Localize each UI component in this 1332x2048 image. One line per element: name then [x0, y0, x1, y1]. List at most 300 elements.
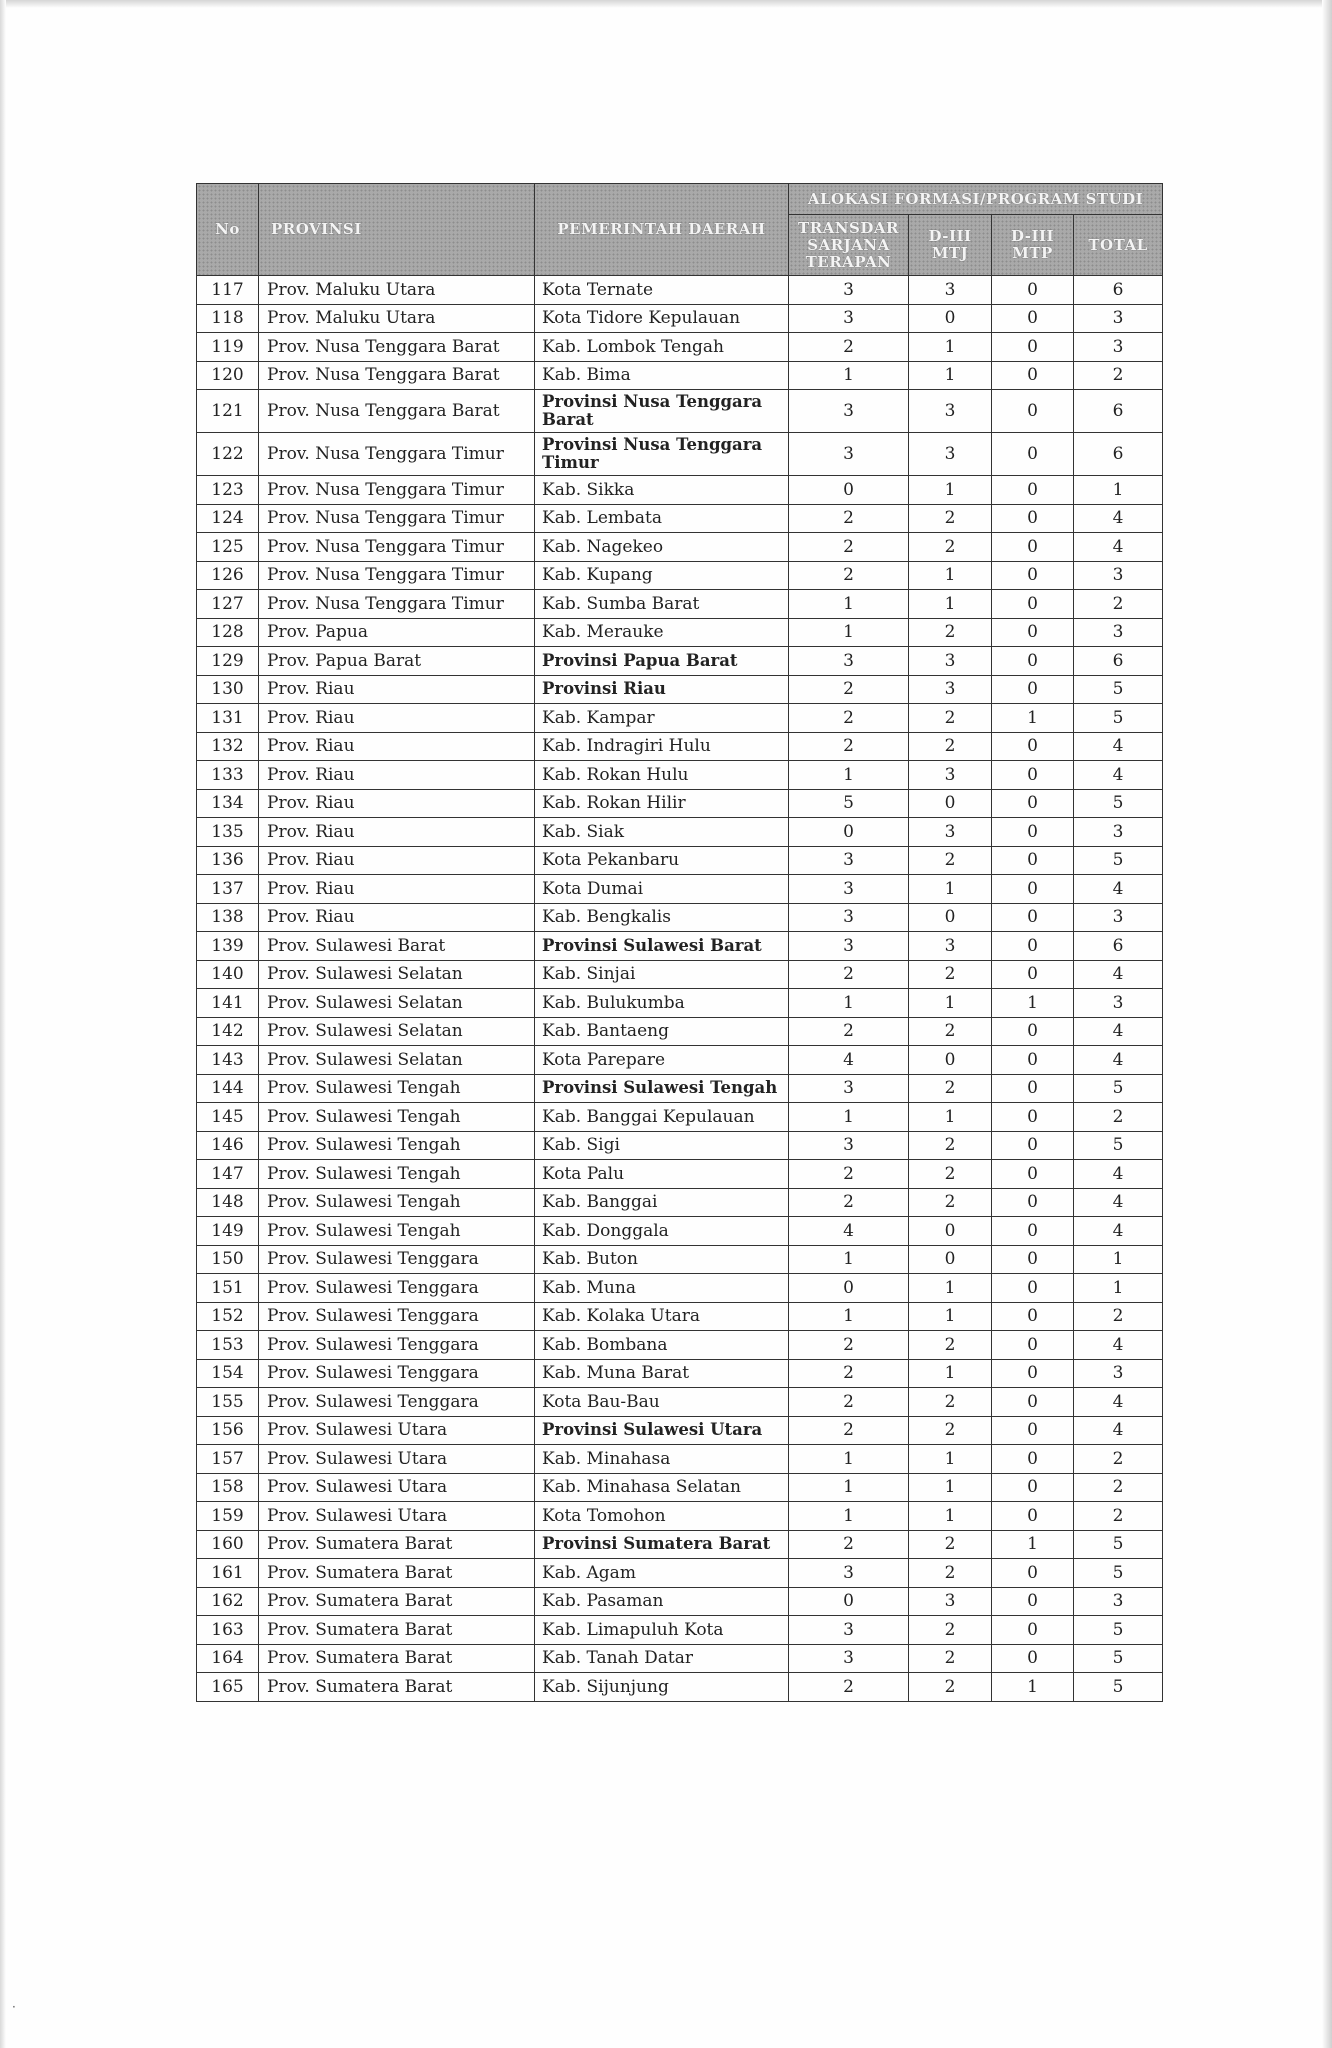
cell-d3-mtj: 1 — [909, 1274, 992, 1303]
cell-d3-mtj: 1 — [909, 561, 992, 590]
header-mtp-line1: D-III — [1010, 227, 1055, 245]
cell-transdar-sarjana-terapan: 2 — [789, 1188, 909, 1217]
cell-transdar-sarjana-terapan: 2 — [789, 1530, 909, 1559]
cell-pemerintah-daerah: Kota Ternate — [535, 276, 789, 305]
cell-no: 137 — [197, 875, 259, 904]
cell-provinsi: Prov. Sulawesi Utara — [259, 1502, 535, 1531]
cell-total: 2 — [1074, 1502, 1163, 1531]
page-edge-top — [0, 0, 1332, 8]
cell-no: 156 — [197, 1416, 259, 1445]
cell-d3-mtp: 0 — [992, 1131, 1074, 1160]
cell-pemerintah-daerah: Kab. Bombana — [535, 1331, 789, 1360]
cell-provinsi: Prov. Sulawesi Tengah — [259, 1103, 535, 1132]
cell-d3-mtj: 2 — [909, 732, 992, 761]
cell-no: 134 — [197, 789, 259, 818]
cell-d3-mtp: 0 — [992, 1616, 1074, 1645]
cell-transdar-sarjana-terapan: 3 — [789, 1616, 909, 1645]
cell-no: 162 — [197, 1587, 259, 1616]
cell-d3-mtj: 3 — [909, 390, 992, 433]
cell-pemerintah-daerah: Kab. Kolaka Utara — [535, 1302, 789, 1331]
cell-total: 2 — [1074, 361, 1163, 390]
cell-pemerintah-daerah: Kab. Buton — [535, 1245, 789, 1274]
cell-no: 152 — [197, 1302, 259, 1331]
cell-no: 118 — [197, 304, 259, 333]
header-total: TOTAL — [1074, 215, 1163, 276]
cell-transdar-sarjana-terapan: 2 — [789, 1160, 909, 1189]
cell-d3-mtp: 1 — [992, 1530, 1074, 1559]
cell-total: 1 — [1074, 1245, 1163, 1274]
cell-provinsi: Prov. Nusa Tenggara Barat — [259, 361, 535, 390]
cell-d3-mtj: 1 — [909, 1103, 992, 1132]
cell-d3-mtj: 2 — [909, 960, 992, 989]
cell-provinsi: Prov. Nusa Tenggara Timur — [259, 561, 535, 590]
table-row — [197, 433, 1163, 476]
cell-d3-mtj: 2 — [909, 1559, 992, 1588]
table-row — [197, 361, 1163, 390]
cell-total: 3 — [1074, 1587, 1163, 1616]
cell-pemerintah-daerah: Kab. Merauke — [535, 618, 789, 647]
table-row — [197, 1616, 1163, 1645]
cell-d3-mtp: 0 — [992, 333, 1074, 362]
cell-transdar-sarjana-terapan: 2 — [789, 1331, 909, 1360]
cell-d3-mtp: 0 — [992, 1502, 1074, 1531]
cell-provinsi: Prov. Sulawesi Tengah — [259, 1160, 535, 1189]
cell-total: 4 — [1074, 732, 1163, 761]
cell-total: 2 — [1074, 1445, 1163, 1474]
cell-transdar-sarjana-terapan: 1 — [789, 1445, 909, 1474]
cell-pemerintah-daerah: Kab. Limapuluh Kota — [535, 1616, 789, 1645]
cell-d3-mtj: 1 — [909, 1502, 992, 1531]
cell-transdar-sarjana-terapan: 3 — [789, 1074, 909, 1103]
cell-total: 4 — [1074, 1388, 1163, 1417]
table-row — [197, 590, 1163, 619]
cell-no: 120 — [197, 361, 259, 390]
cell-d3-mtp: 0 — [992, 761, 1074, 790]
table-row — [197, 1188, 1163, 1217]
cell-total: 3 — [1074, 561, 1163, 590]
table-row — [197, 1103, 1163, 1132]
cell-d3-mtj: 2 — [909, 1331, 992, 1360]
cell-no: 127 — [197, 590, 259, 619]
cell-provinsi: Prov. Sulawesi Tenggara — [259, 1388, 535, 1417]
table-row — [197, 903, 1163, 932]
table-row — [197, 304, 1163, 333]
cell-transdar-sarjana-terapan: 0 — [789, 1274, 909, 1303]
cell-pemerintah-daerah: Provinsi Sulawesi Barat — [535, 932, 789, 961]
cell-transdar-sarjana-terapan: 1 — [789, 1502, 909, 1531]
cell-no: 146 — [197, 1131, 259, 1160]
cell-d3-mtp: 0 — [992, 875, 1074, 904]
cell-no: 145 — [197, 1103, 259, 1132]
cell-no: 149 — [197, 1217, 259, 1246]
cell-d3-mtp: 0 — [992, 618, 1074, 647]
cell-provinsi: Prov. Sulawesi Tengah — [259, 1074, 535, 1103]
cell-no: 117 — [197, 276, 259, 305]
cell-pemerintah-daerah: Kab. Tanah Datar — [535, 1644, 789, 1673]
cell-d3-mtp: 0 — [992, 390, 1074, 433]
cell-total: 5 — [1074, 675, 1163, 704]
cell-provinsi: Prov. Riau — [259, 818, 535, 847]
cell-pemerintah-daerah: Kota Dumai — [535, 875, 789, 904]
cell-transdar-sarjana-terapan: 4 — [789, 1217, 909, 1246]
cell-no: 133 — [197, 761, 259, 790]
cell-provinsi: Prov. Sumatera Barat — [259, 1587, 535, 1616]
cell-transdar-sarjana-terapan: 2 — [789, 704, 909, 733]
cell-d3-mtp: 0 — [992, 1473, 1074, 1502]
cell-provinsi: Prov. Papua — [259, 618, 535, 647]
cell-transdar-sarjana-terapan: 3 — [789, 1644, 909, 1673]
cell-pemerintah-daerah: Kab. Sumba Barat — [535, 590, 789, 619]
cell-no: 122 — [197, 433, 259, 476]
cell-transdar-sarjana-terapan: 1 — [789, 1302, 909, 1331]
cell-transdar-sarjana-terapan: 2 — [789, 732, 909, 761]
cell-no: 123 — [197, 476, 259, 505]
header-alokasi-group: ALOKASI FORMASI/PROGRAM STUDI — [789, 184, 1163, 215]
cell-d3-mtp: 0 — [992, 1160, 1074, 1189]
cell-no: 121 — [197, 390, 259, 433]
cell-d3-mtj: 1 — [909, 1302, 992, 1331]
table-row — [197, 789, 1163, 818]
cell-d3-mtp: 0 — [992, 1274, 1074, 1303]
table-row — [197, 1331, 1163, 1360]
cell-pemerintah-daerah: Kota Tomohon — [535, 1502, 789, 1531]
cell-pemerintah-daerah: Kota Bau-Bau — [535, 1388, 789, 1417]
cell-provinsi: Prov. Sumatera Barat — [259, 1616, 535, 1645]
cell-total: 4 — [1074, 875, 1163, 904]
cell-transdar-sarjana-terapan: 0 — [789, 818, 909, 847]
cell-d3-mtj: 1 — [909, 333, 992, 362]
cell-transdar-sarjana-terapan: 3 — [789, 647, 909, 676]
cell-transdar-sarjana-terapan: 2 — [789, 1673, 909, 1702]
cell-d3-mtp: 0 — [992, 1587, 1074, 1616]
cell-d3-mtp: 0 — [992, 1359, 1074, 1388]
cell-transdar-sarjana-terapan: 4 — [789, 1046, 909, 1075]
cell-d3-mtp: 0 — [992, 789, 1074, 818]
cell-pemerintah-daerah: Provinsi Nusa Tenggara Timur — [535, 433, 789, 476]
cell-no: 132 — [197, 732, 259, 761]
cell-no: 126 — [197, 561, 259, 590]
header-ts-line3: TERAPAN — [805, 252, 892, 271]
cell-d3-mtj: 1 — [909, 590, 992, 619]
cell-no: 139 — [197, 932, 259, 961]
cell-transdar-sarjana-terapan: 3 — [789, 875, 909, 904]
cell-provinsi: Prov. Sulawesi Utara — [259, 1445, 535, 1474]
header-d3-mtj — [909, 215, 992, 276]
cell-total: 2 — [1074, 1473, 1163, 1502]
cell-transdar-sarjana-terapan: 2 — [789, 1388, 909, 1417]
cell-pemerintah-daerah: Kab. Pasaman — [535, 1587, 789, 1616]
cell-d3-mtp: 1 — [992, 704, 1074, 733]
cell-pemerintah-daerah: Kab. Sinjai — [535, 960, 789, 989]
cell-pemerintah-daerah: Provinsi Sumatera Barat — [535, 1530, 789, 1559]
header-mtj-line2: MTJ — [931, 244, 969, 262]
cell-d3-mtj: 2 — [909, 1416, 992, 1445]
cell-no: 136 — [197, 846, 259, 875]
cell-d3-mtp: 0 — [992, 1302, 1074, 1331]
page-edge-right — [1322, 0, 1332, 2048]
cell-total: 3 — [1074, 304, 1163, 333]
cell-provinsi: Prov. Papua Barat — [259, 647, 535, 676]
cell-pemerintah-daerah: Kab. Kampar — [535, 704, 789, 733]
cell-d3-mtp: 1 — [992, 1673, 1074, 1702]
table-row — [197, 390, 1163, 433]
cell-no: 129 — [197, 647, 259, 676]
cell-d3-mtj: 1 — [909, 1473, 992, 1502]
cell-pemerintah-daerah: Kab. Donggala — [535, 1217, 789, 1246]
cell-total: 6 — [1074, 390, 1163, 433]
cell-d3-mtj: 2 — [909, 1644, 992, 1673]
cell-total: 3 — [1074, 333, 1163, 362]
cell-d3-mtp: 0 — [992, 960, 1074, 989]
cell-pemerintah-daerah: Kota Pekanbaru — [535, 846, 789, 875]
cell-transdar-sarjana-terapan: 3 — [789, 304, 909, 333]
cell-d3-mtp: 0 — [992, 433, 1074, 476]
cell-transdar-sarjana-terapan: 2 — [789, 533, 909, 562]
cell-pemerintah-daerah: Kab. Nagekeo — [535, 533, 789, 562]
cell-d3-mtj: 0 — [909, 1217, 992, 1246]
cell-no: 161 — [197, 1559, 259, 1588]
cell-transdar-sarjana-terapan: 1 — [789, 1245, 909, 1274]
table-row — [197, 1302, 1163, 1331]
cell-no: 138 — [197, 903, 259, 932]
cell-no: 159 — [197, 1502, 259, 1531]
cell-pemerintah-daerah: Provinsi Sulawesi Tengah — [535, 1074, 789, 1103]
cell-transdar-sarjana-terapan: 3 — [789, 846, 909, 875]
cell-d3-mtj: 3 — [909, 818, 992, 847]
cell-pemerintah-daerah: Kab. Muna — [535, 1274, 789, 1303]
cell-d3-mtp: 0 — [992, 476, 1074, 505]
cell-no: 142 — [197, 1017, 259, 1046]
cell-total: 3 — [1074, 989, 1163, 1018]
cell-d3-mtj: 1 — [909, 1445, 992, 1474]
cell-no: 157 — [197, 1445, 259, 1474]
table-row — [197, 818, 1163, 847]
cell-total: 5 — [1074, 1131, 1163, 1160]
cell-total: 2 — [1074, 1103, 1163, 1132]
cell-transdar-sarjana-terapan: 3 — [789, 1559, 909, 1588]
table-row — [197, 1160, 1163, 1189]
cell-d3-mtj: 2 — [909, 1530, 992, 1559]
cell-transdar-sarjana-terapan: 2 — [789, 504, 909, 533]
cell-total: 3 — [1074, 818, 1163, 847]
cell-provinsi: Prov. Maluku Utara — [259, 276, 535, 305]
cell-d3-mtp: 0 — [992, 903, 1074, 932]
cell-transdar-sarjana-terapan: 3 — [789, 903, 909, 932]
cell-provinsi: Prov. Sulawesi Utara — [259, 1473, 535, 1502]
table-row — [197, 1074, 1163, 1103]
table-row — [197, 675, 1163, 704]
cell-no: 150 — [197, 1245, 259, 1274]
cell-pemerintah-daerah: Kab. Agam — [535, 1559, 789, 1588]
cell-transdar-sarjana-terapan: 1 — [789, 761, 909, 790]
table-row — [197, 732, 1163, 761]
cell-total: 4 — [1074, 1188, 1163, 1217]
cell-d3-mtp: 0 — [992, 1331, 1074, 1360]
table-row — [197, 1046, 1163, 1075]
table-row — [197, 1502, 1163, 1531]
cell-transdar-sarjana-terapan: 2 — [789, 561, 909, 590]
cell-provinsi: Prov. Riau — [259, 875, 535, 904]
table-row — [197, 276, 1163, 305]
cell-d3-mtj: 3 — [909, 647, 992, 676]
cell-transdar-sarjana-terapan: 1 — [789, 989, 909, 1018]
cell-provinsi: Prov. Sumatera Barat — [259, 1530, 535, 1559]
cell-total: 5 — [1074, 789, 1163, 818]
cell-pemerintah-daerah: Kab. Muna Barat — [535, 1359, 789, 1388]
cell-no: 153 — [197, 1331, 259, 1360]
cell-d3-mtp: 0 — [992, 732, 1074, 761]
table-row — [197, 476, 1163, 505]
cell-d3-mtj: 2 — [909, 618, 992, 647]
cell-d3-mtp: 0 — [992, 818, 1074, 847]
cell-pemerintah-daerah: Kab. Indragiri Hulu — [535, 732, 789, 761]
cell-pemerintah-daerah: Kab. Banggai — [535, 1188, 789, 1217]
cell-pemerintah-daerah: Kab. Bengkalis — [535, 903, 789, 932]
cell-pemerintah-daerah: Kab. Sigi — [535, 1131, 789, 1160]
cell-provinsi: Prov. Riau — [259, 846, 535, 875]
cell-d3-mtp: 0 — [992, 1559, 1074, 1588]
cell-total: 5 — [1074, 1530, 1163, 1559]
cell-d3-mtp: 0 — [992, 1644, 1074, 1673]
cell-total: 1 — [1074, 476, 1163, 505]
cell-transdar-sarjana-terapan: 1 — [789, 361, 909, 390]
cell-no: 163 — [197, 1616, 259, 1645]
cell-total: 6 — [1074, 433, 1163, 476]
cell-pemerintah-daerah: Kab. Kupang — [535, 561, 789, 590]
cell-provinsi: Prov. Nusa Tenggara Timur — [259, 433, 535, 476]
cell-total: 3 — [1074, 903, 1163, 932]
cell-total: 5 — [1074, 1559, 1163, 1588]
cell-total: 4 — [1074, 533, 1163, 562]
cell-d3-mtj: 1 — [909, 989, 992, 1018]
cell-provinsi: Prov. Riau — [259, 761, 535, 790]
cell-d3-mtj: 3 — [909, 433, 992, 476]
cell-pemerintah-daerah: Kab. Bantaeng — [535, 1017, 789, 1046]
cell-d3-mtj: 0 — [909, 903, 992, 932]
cell-total: 4 — [1074, 1331, 1163, 1360]
page-edge-left — [0, 0, 6, 2048]
cell-provinsi: Prov. Sulawesi Selatan — [259, 1046, 535, 1075]
cell-transdar-sarjana-terapan: 2 — [789, 333, 909, 362]
cell-d3-mtj: 2 — [909, 1616, 992, 1645]
cell-provinsi: Prov. Nusa Tenggara Barat — [259, 390, 535, 433]
cell-no: 119 — [197, 333, 259, 362]
cell-no: 130 — [197, 675, 259, 704]
cell-provinsi: Prov. Riau — [259, 789, 535, 818]
table-row — [197, 1445, 1163, 1474]
cell-d3-mtj: 0 — [909, 789, 992, 818]
table-row — [197, 1473, 1163, 1502]
cell-d3-mtp: 0 — [992, 533, 1074, 562]
cell-pemerintah-daerah: Kab. Rokan Hilir — [535, 789, 789, 818]
cell-no: 143 — [197, 1046, 259, 1075]
table-body — [197, 276, 1163, 1702]
cell-d3-mtp: 0 — [992, 1103, 1074, 1132]
table-row — [197, 960, 1163, 989]
cell-transdar-sarjana-terapan: 0 — [789, 1587, 909, 1616]
cell-pemerintah-daerah: Provinsi Sulawesi Utara — [535, 1416, 789, 1445]
table-row — [197, 1245, 1163, 1274]
cell-total: 2 — [1074, 590, 1163, 619]
table-row — [197, 1644, 1163, 1673]
table-row — [197, 1017, 1163, 1046]
cell-no: 125 — [197, 533, 259, 562]
cell-pemerintah-daerah: Kab. Minahasa Selatan — [535, 1473, 789, 1502]
cell-total: 6 — [1074, 932, 1163, 961]
cell-pemerintah-daerah: Kota Palu — [535, 1160, 789, 1189]
cell-transdar-sarjana-terapan: 2 — [789, 1017, 909, 1046]
cell-d3-mtp: 0 — [992, 1416, 1074, 1445]
cell-no: 128 — [197, 618, 259, 647]
cell-provinsi: Prov. Sulawesi Tengah — [259, 1188, 535, 1217]
cell-d3-mtj: 2 — [909, 1160, 992, 1189]
cell-d3-mtj: 2 — [909, 1388, 992, 1417]
cell-total: 1 — [1074, 1274, 1163, 1303]
cell-total: 4 — [1074, 1217, 1163, 1246]
cell-d3-mtp: 0 — [992, 304, 1074, 333]
table-row — [197, 875, 1163, 904]
table-row — [197, 846, 1163, 875]
table-row — [197, 1587, 1163, 1616]
cell-no: 141 — [197, 989, 259, 1018]
cell-d3-mtp: 0 — [992, 504, 1074, 533]
cell-transdar-sarjana-terapan: 3 — [789, 1131, 909, 1160]
cell-pemerintah-daerah: Kab. Minahasa — [535, 1445, 789, 1474]
cell-no: 158 — [197, 1473, 259, 1502]
cell-transdar-sarjana-terapan: 2 — [789, 960, 909, 989]
cell-transdar-sarjana-terapan: 1 — [789, 1103, 909, 1132]
cell-transdar-sarjana-terapan: 0 — [789, 476, 909, 505]
cell-pemerintah-daerah: Provinsi Riau — [535, 675, 789, 704]
cell-no: 165 — [197, 1673, 259, 1702]
table-row — [197, 1131, 1163, 1160]
cell-transdar-sarjana-terapan: 1 — [789, 590, 909, 619]
cell-total: 4 — [1074, 1046, 1163, 1075]
cell-d3-mtp: 0 — [992, 932, 1074, 961]
cell-provinsi: Prov. Sulawesi Utara — [259, 1416, 535, 1445]
scan-speck: · — [12, 2000, 16, 2014]
cell-pemerintah-daerah: Provinsi Nusa Tenggara Barat — [535, 390, 789, 433]
cell-d3-mtp: 0 — [992, 590, 1074, 619]
cell-total: 3 — [1074, 618, 1163, 647]
cell-total: 5 — [1074, 704, 1163, 733]
cell-total: 6 — [1074, 276, 1163, 305]
cell-pemerintah-daerah: Kab. Siak — [535, 818, 789, 847]
cell-provinsi: Prov. Sulawesi Selatan — [259, 1017, 535, 1046]
cell-no: 131 — [197, 704, 259, 733]
cell-no: 154 — [197, 1359, 259, 1388]
cell-no: 144 — [197, 1074, 259, 1103]
header-mtp-line2: MTP — [1012, 244, 1053, 262]
table-row — [197, 1559, 1163, 1588]
cell-total: 4 — [1074, 1017, 1163, 1046]
cell-provinsi: Prov. Riau — [259, 675, 535, 704]
cell-provinsi: Prov. Maluku Utara — [259, 304, 535, 333]
cell-d3-mtp: 0 — [992, 675, 1074, 704]
cell-d3-mtj: 3 — [909, 1587, 992, 1616]
cell-d3-mtj: 2 — [909, 1673, 992, 1702]
table-header — [197, 184, 1163, 276]
header-ts-line1: TRANSDAR — [798, 218, 899, 237]
cell-total: 4 — [1074, 504, 1163, 533]
cell-provinsi: Prov. Nusa Tenggara Timur — [259, 590, 535, 619]
cell-pemerintah-daerah: Kab. Rokan Hulu — [535, 761, 789, 790]
cell-no: 135 — [197, 818, 259, 847]
cell-provinsi: Prov. Sulawesi Selatan — [259, 960, 535, 989]
table-row — [197, 647, 1163, 676]
cell-transdar-sarjana-terapan: 5 — [789, 789, 909, 818]
cell-provinsi: Prov. Sumatera Barat — [259, 1673, 535, 1702]
